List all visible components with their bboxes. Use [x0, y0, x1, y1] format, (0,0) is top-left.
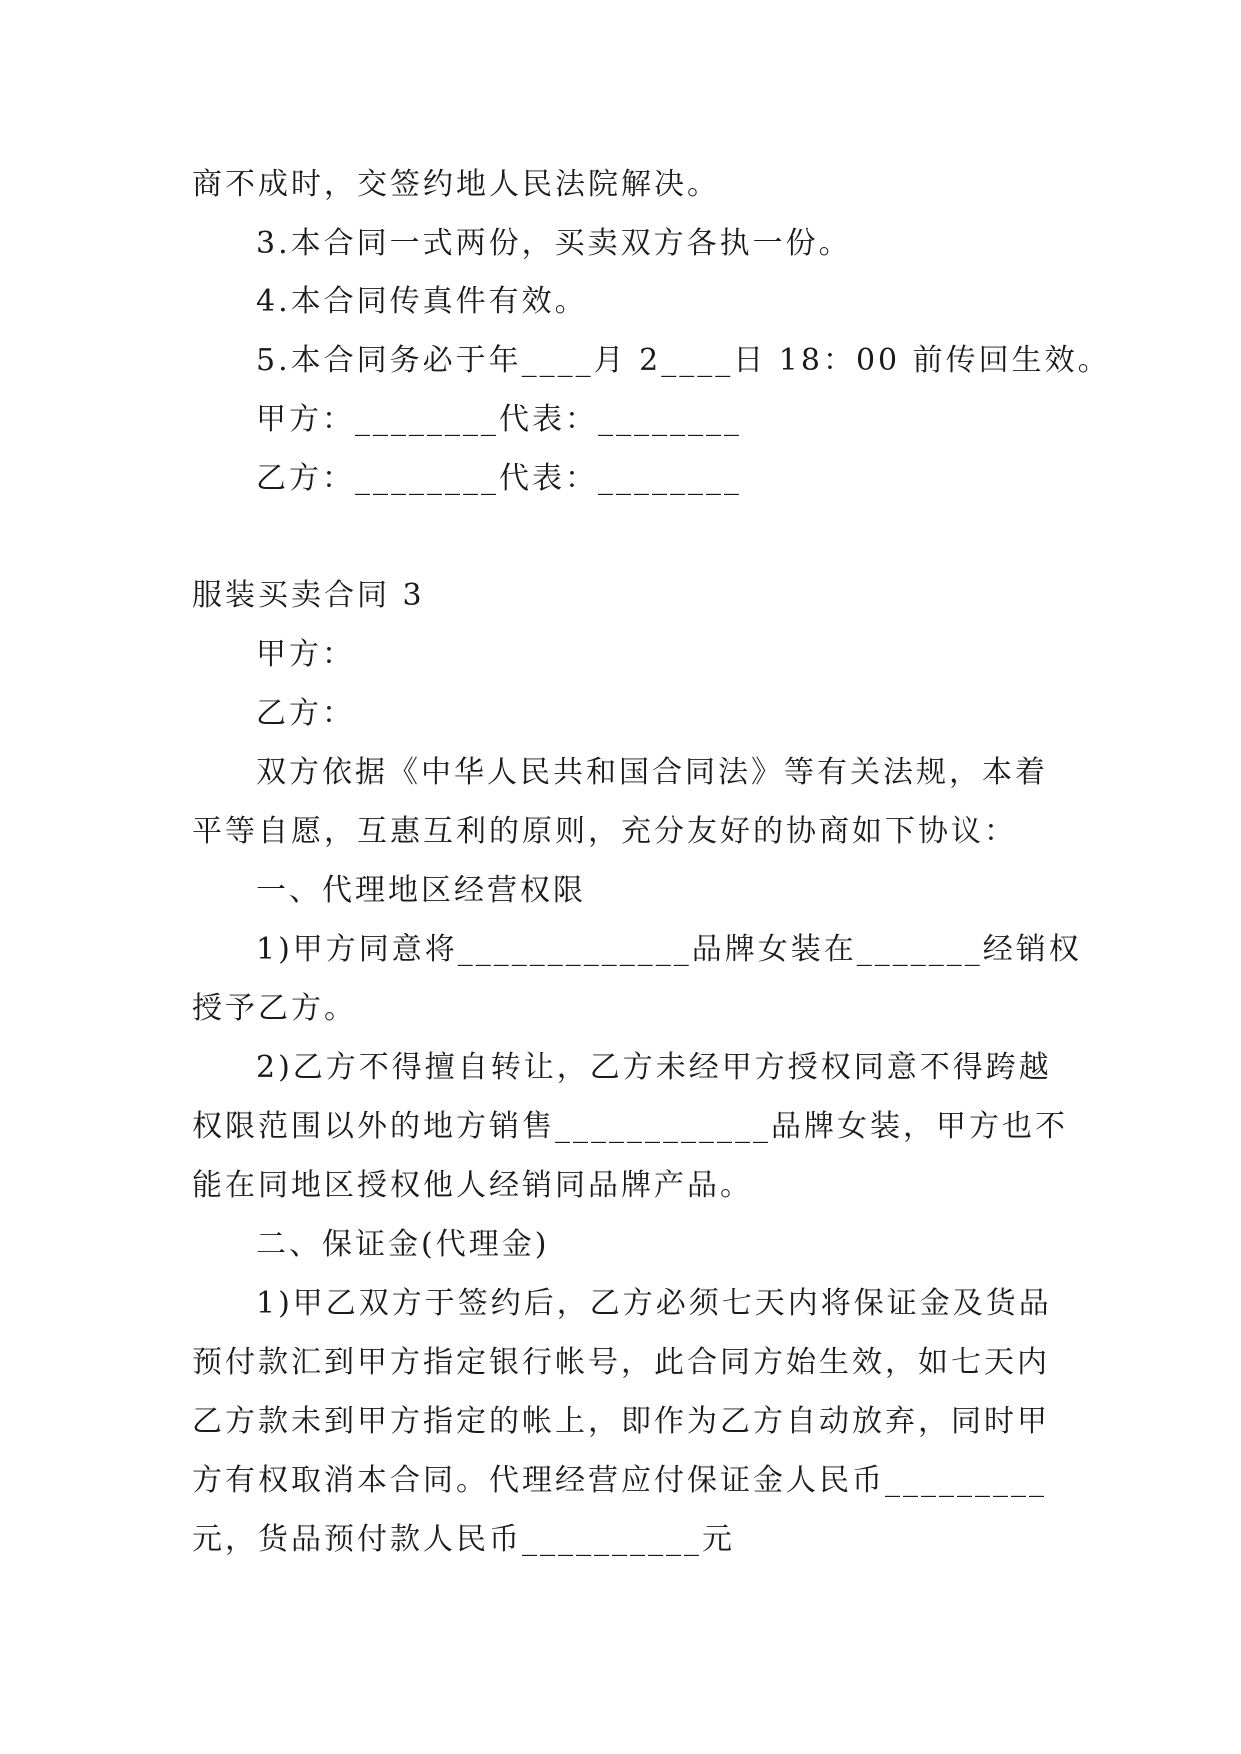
section-1-item-2: 2)乙方不得擅自转让，乙方未经甲方授权同意不得跨越: [256, 1050, 1052, 1085]
party-a-label: 甲方：: [256, 637, 355, 672]
preamble-line-1: 双方依据《中华人民共和国合同法》等有关法规，本着: [256, 755, 1048, 790]
section-2-item-1: 1)甲乙双方于签约后，乙方必须七天内将保证金及货品: [256, 1286, 1052, 1321]
preamble-line-2: 平等自愿，互惠互利的原则，充分友好的协商如下协议：: [192, 814, 1017, 849]
section-2-item-1-cont: 乙方款未到甲方指定的帐上，即作为乙方自动放弃，同时甲: [192, 1404, 1050, 1439]
section-2-heading: 二、保证金(代理金): [256, 1227, 550, 1262]
clause-5: 5.本合同务必于年____月 2____日 18：00 前传回生效。: [256, 343, 1111, 378]
party-b-label: 乙方：: [256, 696, 355, 731]
text-line: 商不成时，交签约地人民法院解决。: [192, 167, 720, 202]
section-1-item-1: 1)甲方同意将_____________品牌女装在_______经销权: [256, 932, 1082, 967]
contract-title: 服装买卖合同 3: [192, 578, 425, 613]
party-b-signature-line: 乙方：________代表：________: [256, 461, 742, 496]
section-1-item-2-cont: 权限范围以外的地方销售____________品牌女装，甲方也不: [192, 1109, 1068, 1144]
section-2-item-1-cont: 预付款汇到甲方指定银行帐号，此合同方始生效，如七天内: [192, 1345, 1050, 1380]
section-1-item-1-cont: 授予乙方。: [192, 991, 357, 1026]
section-2-item-1-cont: 方有权取消本合同。代理经营应付保证金人民币_________: [192, 1463, 1047, 1498]
party-a-signature-line: 甲方：________代表：________: [256, 402, 742, 437]
clause-3: 3.本合同一式两份，买卖双方各执一份。: [256, 226, 852, 261]
section-1-item-2-cont: 能在同地区授权他人经销同品牌产品。: [192, 1168, 753, 1203]
section-1-heading: 一、代理地区经营权限: [256, 873, 586, 908]
section-2-item-1-cont: 元，货品预付款人民币__________元: [192, 1522, 735, 1557]
clause-4: 4.本合同传真件有效。: [256, 284, 588, 319]
